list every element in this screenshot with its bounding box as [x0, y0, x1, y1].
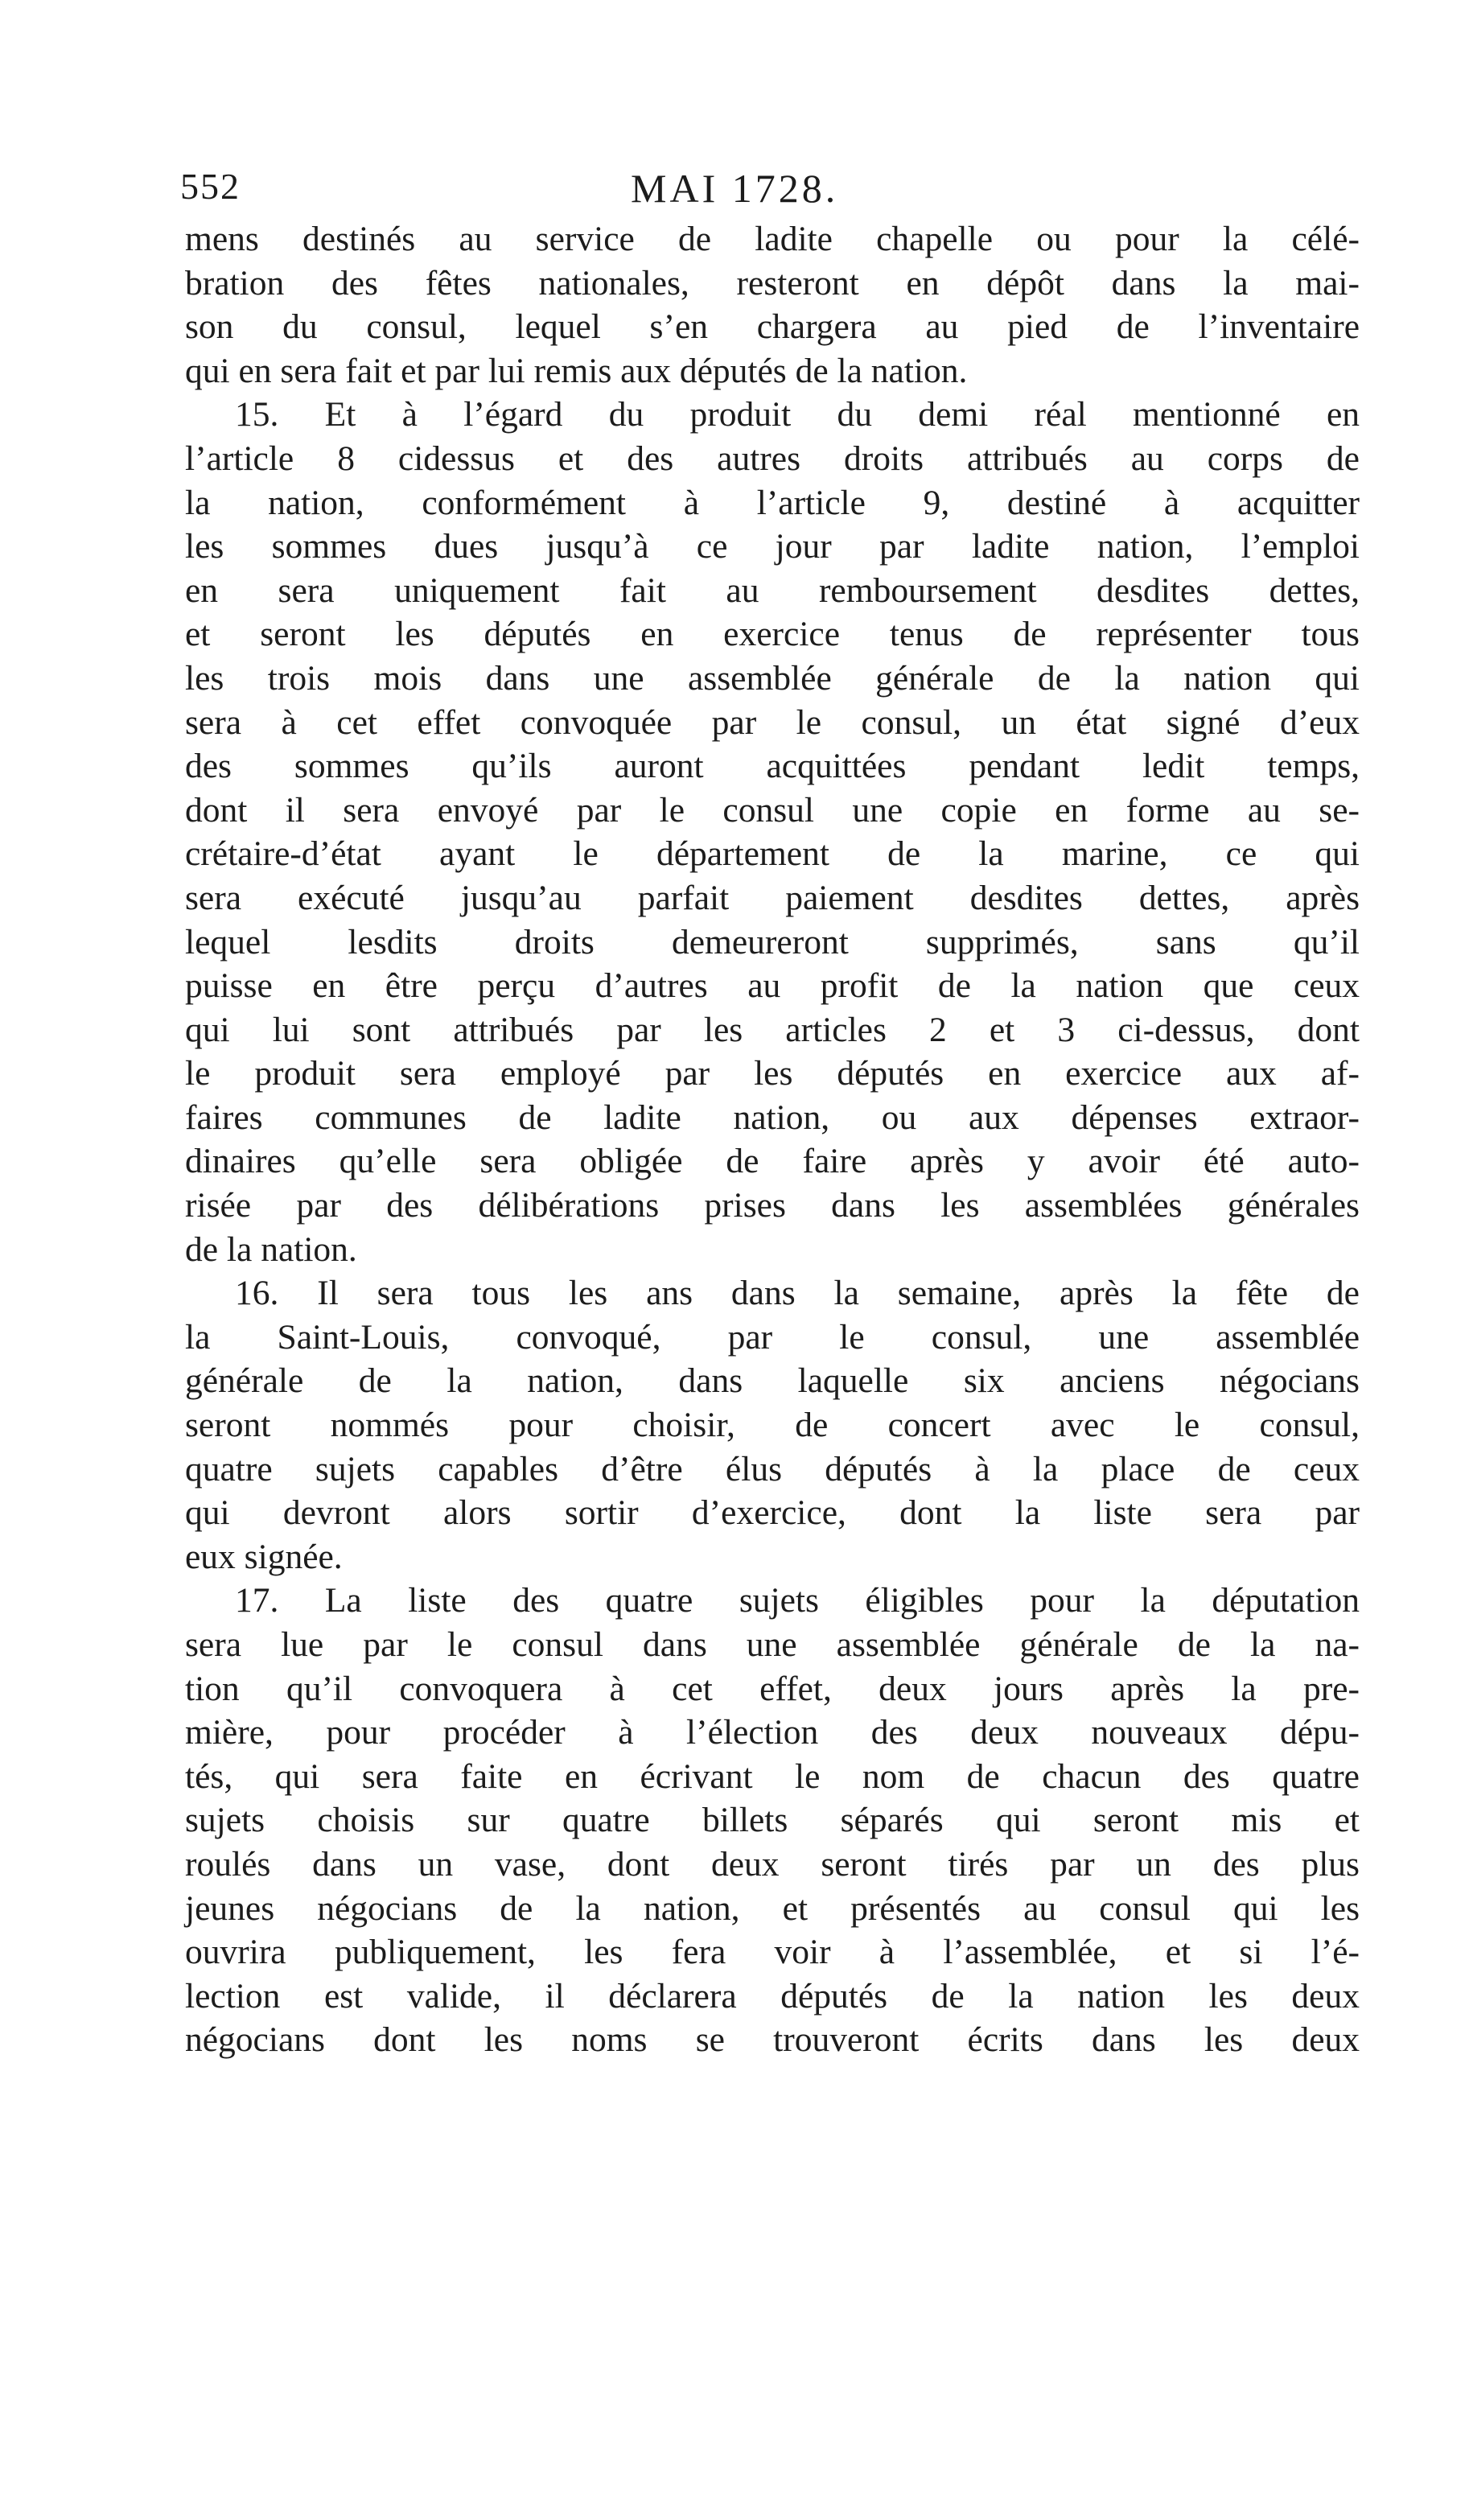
text-line: générale de la nation, dans laquelle six anciens négocians [185, 1361, 1360, 1401]
text-line: roulés dans un vase, dont deux seront tirés par un des plus [185, 1844, 1360, 1884]
text-line: et seront les députés en exercice tenus de représenter tous [185, 615, 1360, 654]
text-line: crétaire-d’état ayant le département de la marine, ce qui [185, 834, 1360, 874]
text-line: sera lue par le consul dans une assemblée générale de la na- [185, 1625, 1360, 1664]
text-line: lequel lesdits droits demeureront supprimés, sans qu’il [185, 922, 1360, 961]
text-line: la nation, conformément à l’article 9, destiné à acquitter [185, 483, 1360, 522]
text-line: quatre sujets capables d’être élus députés à la place de ceux [185, 1449, 1360, 1489]
text-line: risée par des délibérations prises dans les assemblées générales [185, 1186, 1360, 1225]
text-line: les trois mois dans une assemblée générale de la nation qui [185, 658, 1360, 698]
text-line: jeunes négocians de la nation, et présentés au consul qui les [185, 1888, 1360, 1928]
text-line: tés, qui sera faite en écrivant le nom de chacun des quatre [185, 1756, 1360, 1796]
text-line: des sommes qu’ils auront acquittées pendant ledit temps, [185, 747, 1360, 786]
text-line: qui en sera fait et par lui remis aux députés de la nation. [185, 351, 968, 390]
text-line: puisse en être perçu d’autres au profit de la nation que ceux [185, 966, 1360, 1006]
text-line: qui lui sont attribués par les articles 2 et 3 ci-dessus, dont [185, 1010, 1360, 1049]
text-line: tion qu’il convoquera à cet effet, deux jours après la pre- [185, 1669, 1360, 1708]
text-line: de la nation. [185, 1229, 357, 1269]
text-line: 17. La liste des quatre sujets éligibles pour la députation [235, 1581, 1360, 1620]
text-line: l’article 8 cidessus et des autres droits attribués au corps de [185, 439, 1360, 478]
text-line: les sommes dues jusqu’à ce jour par ladite nation, l’emploi [185, 527, 1360, 566]
text-line: 15. Et à l’égard du produit du demi réal mentionné en [235, 395, 1360, 434]
text-line: eux signée. [185, 1537, 343, 1576]
text-line: le produit sera employé par les députés en exercice aux af- [185, 1054, 1360, 1093]
text-line: 16. Il sera tous les ans dans la semaine, après la fête de [235, 1274, 1360, 1313]
text-line: qui devront alors sortir d’exercice, dont la liste sera par [185, 1493, 1360, 1533]
text-line: sujets choisis sur quatre billets séparés qui seront mis et [185, 1801, 1360, 1840]
text-line: seront nommés pour choisir, de concert avec le consul, [185, 1406, 1360, 1445]
page-header [180, 165, 1355, 221]
text-line: sera exécuté jusqu’au parfait paiement desdites dettes, après [185, 878, 1360, 917]
text-line: mens destinés au service de ladite chapelle ou pour la célé- [185, 220, 1360, 258]
text-line: lection est valide, il déclarera députés de la nation les deux [185, 1976, 1360, 2016]
running-title: MAI 1728. [631, 166, 839, 211]
text-line: la Saint-Louis, convoqué, par le consul, une assemblée [185, 1317, 1360, 1357]
text-line: son du consul, lequel s’en chargera au pied de l’inventaire [185, 307, 1360, 347]
text-line: dont il sera envoyé par le consul une copie en forme au se- [185, 790, 1360, 830]
text-line: bration des fêtes nationales, resteront en dépôt dans la mai- [185, 263, 1360, 303]
text-line: mière, pour procéder à l’élection des deux nouveaux dépu- [185, 1713, 1360, 1752]
text-line: dinaires qu’elle sera obligée de faire après y avoir été auto- [185, 1142, 1360, 1181]
text-line: en sera uniquement fait au remboursement desdites dettes, [185, 570, 1360, 610]
text-line: négocians dont les noms se trouveront écrits dans les deux [185, 2020, 1360, 2060]
text-line: faires communes de ladite nation, ou aux dépenses extraor- [185, 1097, 1360, 1137]
text-line: ouvrira publiquement, les fera voir à l’assemblée, et si l’é- [185, 1933, 1360, 1972]
text-line: sera à cet effet convoquée par le consul, un état signé d’eux [185, 702, 1360, 742]
body-text [185, 217, 1360, 2062]
page-number: 552 [180, 166, 241, 207]
